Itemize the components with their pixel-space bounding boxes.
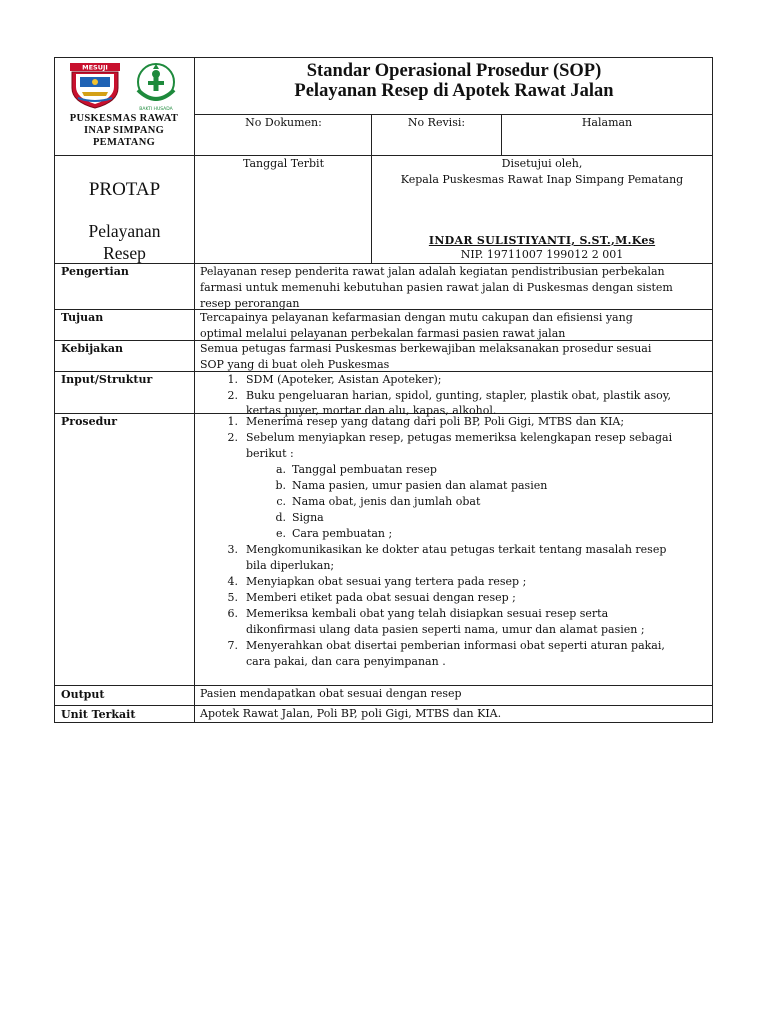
header-divider-dates [54, 155, 713, 156]
tanggal-terbit-label: Tanggal Terbit [242, 157, 324, 170]
logo-right-caption: BAKTI HUSADA [139, 107, 173, 112]
unit-terkait-label: Unit Terkait [61, 708, 136, 721]
tujuan-text: Tercapainya pelayanan kefarmasian dengan mutu cakupan dan efisiensi yang optimal melalui pelayanan perbekalan farmasi pasien rawat jalan [200, 311, 633, 340]
table-border-left [54, 57, 55, 723]
kebijakan-label: Kebijakan [61, 342, 124, 355]
pengertian-label: Pengertian [61, 265, 129, 278]
header-divider-title [194, 114, 713, 115]
approval-line1: Disetujui oleh, [501, 157, 583, 170]
unit-terkait-text: Apotek Rawat Jalan, Poli BP, poli Gigi, MTBS dan KIA. [200, 707, 502, 720]
kebijakan-text: Semua petugas farmasi Puskesmas berkewajiban melaksanakan prosedur sesuai SOP yang di buat oleh Puskesmas [200, 342, 652, 371]
approval-line2: Kepala Puskesmas Rawat Inap Simpang Pematang [400, 173, 684, 186]
prosedur-label: Prosedur [61, 415, 118, 428]
no-revisi-label: No Revisi: [407, 116, 466, 129]
protap-label: PROTAP [88, 179, 161, 200]
no-dokumen-label: No Dokumen: [245, 116, 322, 129]
table-border-top [54, 57, 713, 58]
bakti-husada-logo [128, 60, 184, 112]
prosedur-list: 1. Menerima resep yang datang dari poli BP, Poli Gigi, MTBS dan KIA; 2. Sebelum menyiapkan resep, petugas memeriksa kelengkapan resep sebagai berikut : a. Tanggal pembuatan resep b. Nama pasien, umur pasien dan alamat pasien c. Nama obat, jenis dan jumlah obat d. Signa e. Cara pembuatan ; 3. Mengkomunikasikan ke dokter atau petugas terkait tentang masalah resep bila diperlukan; 4. Menyiapkan obat sesuai yang tertera pada resep ; 5. Memberi etiket pada obat sesuai dengan resep ; 6. Memeriksa kembali obat yang telah disiapkan sesuai resep serta dikonfirmasi ulang data pasien seperti nama, umur dan alamat pasien ; 7. Menyerahkan obat disertai pemberian informasi obat seperti aturan pakai, cara pakai, dan cara penyimpanan . [227, 415, 673, 668]
table-column-divider [194, 57, 195, 723]
output-text: Pasien mendapatkan obat sesuai dengan resep [200, 687, 462, 700]
logo-left-label: MESUJI [82, 63, 108, 72]
organization-name: PUSKESMAS RAWAT INAP SIMPANG PEMATANG [69, 113, 179, 148]
protap-title-line1: Pelayanan [88, 221, 161, 241]
table-border-right [712, 57, 713, 723]
table-border-bottom [54, 722, 713, 723]
halaman-label: Halaman [581, 116, 633, 129]
signer-nip: NIP. 19711007 199012 2 001 [460, 248, 624, 261]
output-label: Output [61, 688, 105, 701]
protap-title-line2: Resep [103, 243, 146, 263]
sop-title-line2: Pelayanan Resep di Apotek Rawat Jalan [294, 81, 614, 101]
mesuji-regency-logo [66, 60, 124, 110]
pengertian-text: Pelayanan resep penderita rawat jalan adalah kegiatan pendistribusian perbekalan farmasi untuk memenuhi kebutuhan pasien rawat jalan di Puskesmas dengan sistem resep perorangan [200, 265, 673, 310]
input-struktur-list: 1. SDM (Apoteker, Asistan Apoteker); 2. Buku pengeluaran harian, spidol, gunting, stapler, plastik obat, plastik asoy, kertas puyer, mortar dan alu, kapas, alkohol. [227, 373, 672, 417]
signer-name: INDAR SULISTIYANTI, S.ST.,M.Kes [428, 234, 656, 247]
sop-title-line1: Standar Operasional Prosedur (SOP) [306, 61, 602, 81]
tujuan-label: Tujuan [61, 311, 104, 324]
input-struktur-label: Input/Struktur [61, 373, 153, 386]
